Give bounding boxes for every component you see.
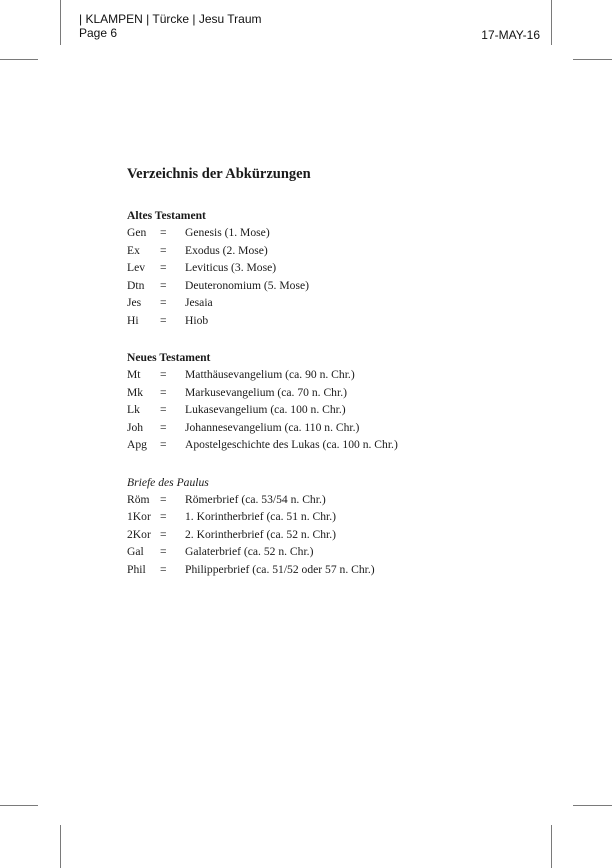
abbreviation: Joh	[127, 420, 144, 434]
equals-sign: =	[160, 527, 167, 541]
abbreviation: Gal	[127, 545, 144, 558]
abbreviation: Gen	[127, 226, 147, 239]
equals-sign: =	[160, 296, 167, 309]
abbreviation: 2Kor	[127, 527, 151, 541]
definition: Galaterbrief (ca. 52 n. Chr.)	[185, 545, 314, 558]
list-item	[127, 561, 527, 579]
crop-mark	[60, 825, 61, 868]
equals-sign: =	[160, 261, 167, 274]
equals-sign: =	[160, 438, 167, 451]
definition: Genesis (1. Mose)	[185, 226, 270, 239]
slug-title: | KLAMPEN | Türcke | Jesu Traum	[79, 12, 262, 26]
section-old-testament	[127, 207, 527, 329]
definition: Apostelgeschichte des Lukas (ca. 100 n. Chr.)	[185, 438, 398, 451]
abbreviations-list	[127, 165, 527, 578]
equals-sign: =	[160, 385, 167, 399]
abbreviation: Ex	[127, 243, 140, 257]
abbreviation: Mk	[127, 385, 144, 399]
definition: 2. Korintherbrief (ca. 52 n. Chr.)	[185, 527, 336, 541]
list-item	[127, 259, 527, 277]
list-item	[127, 543, 527, 561]
definition: Exodus (2. Mose)	[185, 243, 268, 257]
print-slug	[79, 12, 262, 40]
list-item	[127, 294, 527, 312]
section-new-testament	[127, 349, 527, 454]
abbreviation: Röm	[127, 492, 150, 506]
list-item	[127, 384, 527, 402]
abbreviation: Lk	[127, 403, 140, 416]
section-heading: Altes Testament	[127, 209, 206, 222]
crop-mark	[573, 59, 612, 60]
equals-sign: =	[160, 562, 167, 576]
definition: Deuteronomium (5. Mose)	[185, 278, 309, 292]
equals-sign: =	[160, 492, 167, 506]
list-item	[127, 242, 527, 260]
list-item	[127, 366, 527, 384]
equals-sign: =	[160, 510, 167, 523]
list-item	[127, 312, 527, 330]
abbreviation: Dtn	[127, 278, 145, 292]
abbreviation: Apg	[127, 438, 147, 451]
equals-sign: =	[160, 226, 167, 239]
crop-mark	[0, 59, 38, 60]
definition: Markusevangelium (ca. 70 n. Chr.)	[185, 385, 347, 399]
abbreviation: Mt	[127, 368, 141, 381]
abbreviation: 1Kor	[127, 510, 151, 523]
definition: Matthäusevangelium (ca. 90 n. Chr.)	[185, 368, 355, 381]
equals-sign: =	[160, 545, 167, 558]
page-title: Verzeichnis der Abkürzungen	[127, 166, 311, 182]
equals-sign: =	[160, 368, 167, 381]
equals-sign: =	[160, 243, 167, 257]
list-item	[127, 419, 527, 437]
crop-mark	[0, 805, 38, 806]
abbreviation: Lev	[127, 261, 146, 274]
section-heading: Briefe des Paulus	[127, 475, 209, 489]
abbreviation: Hi	[127, 313, 139, 327]
slug-page: Page 6	[79, 26, 118, 40]
definition: Lukasevangelium (ca. 100 n. Chr.)	[185, 403, 346, 416]
list-item	[127, 526, 527, 544]
list-item	[127, 491, 527, 509]
equals-sign: =	[160, 420, 167, 434]
section-pauline-letters	[127, 474, 527, 579]
abbreviation: Jes	[127, 296, 142, 309]
list-item	[127, 277, 527, 295]
definition: Jesaia	[185, 296, 213, 309]
definition: Leviticus (3. Mose)	[185, 261, 277, 274]
abbreviation: Phil	[127, 562, 146, 576]
slug-date: 17-MAY-16	[481, 28, 540, 42]
definition: Römerbrief (ca. 53/54 n. Chr.)	[185, 492, 326, 506]
definition: Johannesevangelium (ca. 110 n. Chr.)	[185, 420, 360, 434]
crop-mark	[60, 0, 61, 45]
definition: Philipperbrief (ca. 51/52 oder 57 n. Chr.)	[185, 562, 375, 576]
definition: Hiob	[185, 313, 209, 327]
crop-mark	[551, 0, 552, 45]
list-item	[127, 508, 527, 526]
list-item	[127, 436, 527, 454]
list-item	[127, 401, 527, 419]
section-heading: Neues Testament	[127, 351, 211, 364]
equals-sign: =	[160, 313, 167, 327]
equals-sign: =	[160, 278, 167, 292]
definition: 1. Korintherbrief (ca. 51 n. Chr.)	[185, 510, 336, 523]
crop-mark	[551, 825, 552, 868]
equals-sign: =	[160, 403, 167, 416]
list-item	[127, 224, 527, 242]
crop-mark	[573, 805, 612, 806]
